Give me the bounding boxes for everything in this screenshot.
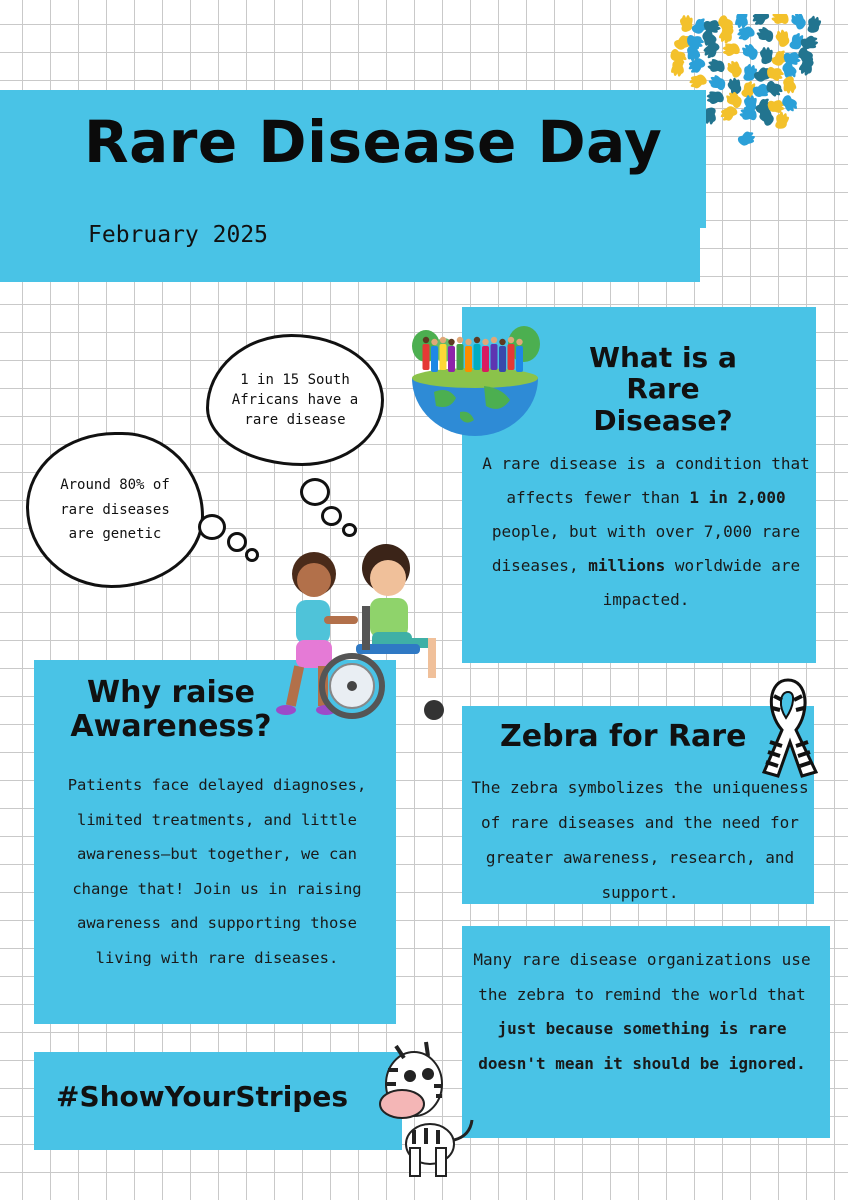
- page-subtitle: February 2025: [88, 222, 269, 248]
- zebra-for-rare-body: The zebra symbolizes the uniqueness of rare diseases and the need for greater awareness, research, and support.: [471, 778, 809, 902]
- children-wheelchair-icon: [266, 540, 456, 730]
- thought-dot: [227, 532, 247, 552]
- thought-dot: [300, 478, 330, 506]
- thought-dot: [245, 548, 259, 562]
- globe-with-people-icon: [404, 320, 546, 438]
- thought-dot: [198, 514, 226, 540]
- thought-bubble-text: 1 in 15 South Africans have a rare disease: [231, 371, 359, 429]
- cartoon-zebra-icon: [374, 1040, 484, 1180]
- thought-bubble-text: Around 80% of rare diseases are genetic: [60, 477, 170, 543]
- organizations-body: Many rare disease organizations use the zebra to remind the world that just because something is rare doesn't mean it should be ignored.: [473, 950, 811, 1073]
- why-awareness-heading: Why raise Awareness?: [70, 675, 272, 744]
- what-is-heading: What is a Rare Disease?: [589, 341, 737, 437]
- hashtag-text: #ShowYourStripes: [56, 1080, 349, 1113]
- zebra-ribbon-icon: [758, 672, 818, 780]
- thought-dot: [321, 506, 342, 526]
- thought-dot: [342, 523, 357, 537]
- what-is-body: A rare disease is a condition that affects fewer than 1 in 2,000 people, but with over 7,000 rare diseases, millions worldwide are impacted.: [482, 454, 810, 609]
- page-title: Rare Disease Day: [84, 108, 663, 176]
- thought-bubble-genetic: [26, 432, 204, 588]
- thought-bubble-south-africa: [206, 334, 384, 466]
- zebra-for-rare-heading: Zebra for Rare: [500, 719, 747, 754]
- why-awareness-body: Patients face delayed diagnoses, limited treatments, and little awareness—but together, we can change that! Join us in raising awareness and supporting those living with rare diseases.: [67, 776, 367, 967]
